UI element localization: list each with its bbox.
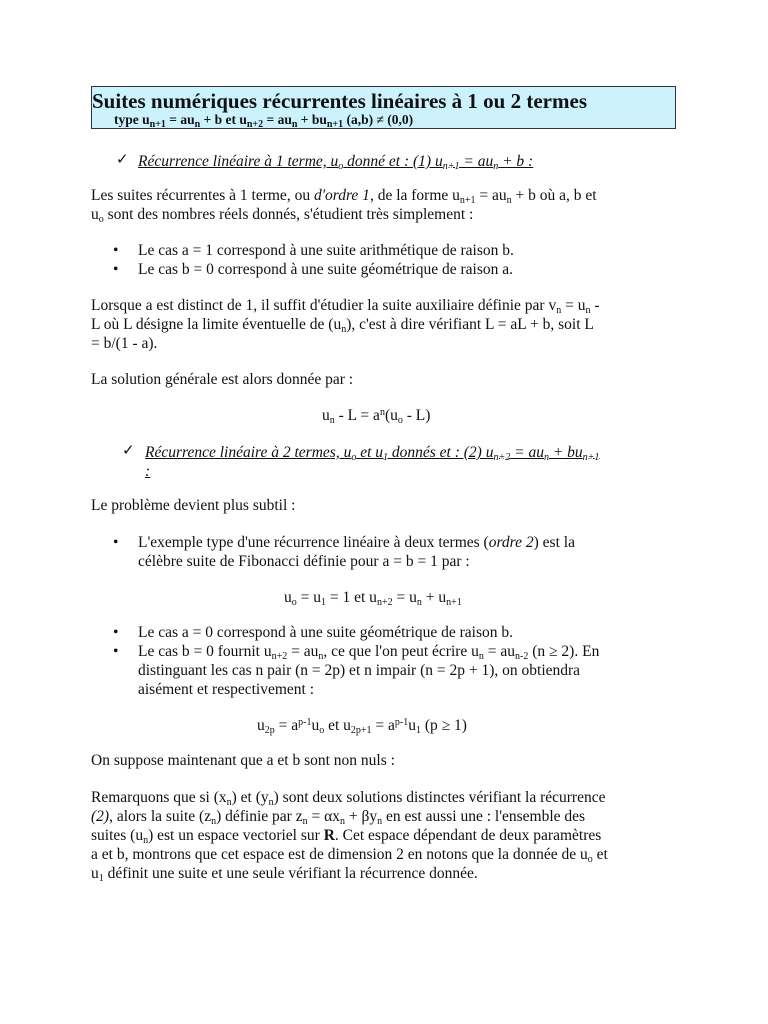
- section1-heading: Récurrence linéaire à 1 terme, $u_o$ donné et : (1) $u_{n+1} = au_n + b$ :: [138, 153, 534, 172]
- section2-para3-line1: Remarquons que si $(x_n)$ et $(y_n)$ sont deux solutions distinctes vérifiant la récurrence: [91, 789, 606, 808]
- section2-bullet3-line3: aisément et respectivement :: [138, 681, 315, 698]
- section1-para1-line1: Les suites récurrentes à 1 terme, ou d'ordre 1, de la forme $u_{n+1} = au_n + b$ où a, b et: [91, 187, 597, 206]
- section1-para2-line3: = b/(1 - a).: [91, 335, 158, 352]
- section2-para1: Le problème devient plus subtil :: [91, 497, 296, 514]
- title-box: [91, 86, 676, 129]
- fibonacci-formula: $u_o = u_1 = 1$ et $u_{n+2} = u_n + u_{n+1}$: [284, 589, 462, 608]
- check-mark-icon: ✓: [116, 152, 129, 168]
- section1-bullet-2: Le cas b = 0 correspond à une suite géométrique de raison a.: [138, 261, 514, 278]
- section2-para3-line5: $u_1$ définit une suite et une seule vérifiant la récurrence donnée.: [91, 865, 478, 884]
- bullet-dot-icon: •: [113, 624, 119, 641]
- section2-para3-line3: suites $(u_n)$ est un espace vectoriel sur R. Cet espace dépendant de deux paramètres: [91, 827, 602, 846]
- check-mark-icon: ✓: [122, 443, 135, 459]
- title-subtitle: type $u_{n+1} = au_n + b$ et $u_{n+2} = au_n + bu_{n+1}$ (a,b) ≠ (0,0): [114, 112, 414, 130]
- section1-para3: La solution générale est alors donnée par :: [91, 371, 354, 388]
- section2-para2: On suppose maintenant que a et b sont non nuls :: [91, 752, 395, 769]
- section2-formula: $u_{2p} = a^{p-1}u_o$ et $u_{2p+1} = a^{p-1}u_1$ (p ≥ 1): [257, 717, 467, 736]
- section2-heading-line1: Récurrence linéaire à 2 termes, $u_o$ et $u_1$ donnés et : (2) $u_{n+2} = au_n + bu_{n+1}$: [145, 444, 600, 463]
- section1-para2-line2: L où L désigne la limite éventuelle de $(u_n)$, c'est à dire vérifiant L = aL + b, soit L: [91, 316, 594, 335]
- section2-bullet2: Le cas a = 0 correspond à une suite géométrique de raison b.: [138, 624, 514, 641]
- section2-bullet1-line1: L'exemple type d'une récurrence linéaire à deux termes (ordre 2) est la: [138, 534, 575, 551]
- bullet-dot-icon: •: [113, 643, 119, 660]
- section2-bullet3-line2: distinguant les cas n pair (n = 2p) et n impair (n = 2p + 1), on obtiendra: [138, 662, 581, 679]
- section1-bullet-1: Le cas a = 1 correspond à une suite arithmétique de raison b.: [138, 242, 514, 259]
- section1-para1-line2: $u_o$ sont des nombres réels donnés, s'étudient très simplement :: [91, 206, 474, 225]
- section1-para2-line1: Lorsque a est distinct de 1, il suffit d'étudier la suite auxiliaire définie par $v_n = u_n$ -: [91, 297, 600, 316]
- section2-heading-line2: :: [145, 463, 151, 480]
- section2-bullet3-line1: Le cas b = 0 fournit $u_{n+2} = au_n$, ce que l'on peut écrire $u_n = au_{n-2}$ (n ≥ 2). En: [138, 643, 600, 662]
- section1-formula: $u_n - L = a^n(u_o - L)$: [322, 407, 431, 426]
- bullet-dot-icon: •: [113, 242, 119, 259]
- bullet-dot-icon: •: [113, 534, 119, 551]
- section2-bullet1-line2: célèbre suite de Fibonacci définie pour a = b = 1 par :: [138, 553, 470, 570]
- section2-para3-line4: a et b, montrons que cet espace est de dimension 2 en notons que la donnée de $u_o$ et: [91, 846, 608, 865]
- page-title: Suites numériques récurrentes linéaires à 1 ou 2 termes: [92, 89, 587, 113]
- section2-para3-line2: (2), alors la suite $(z_n)$ définie par $z_n = \alpha x_n + \beta y_n$ en est aussi une : l'ensemble des: [91, 808, 586, 827]
- bullet-dot-icon: •: [113, 261, 119, 278]
